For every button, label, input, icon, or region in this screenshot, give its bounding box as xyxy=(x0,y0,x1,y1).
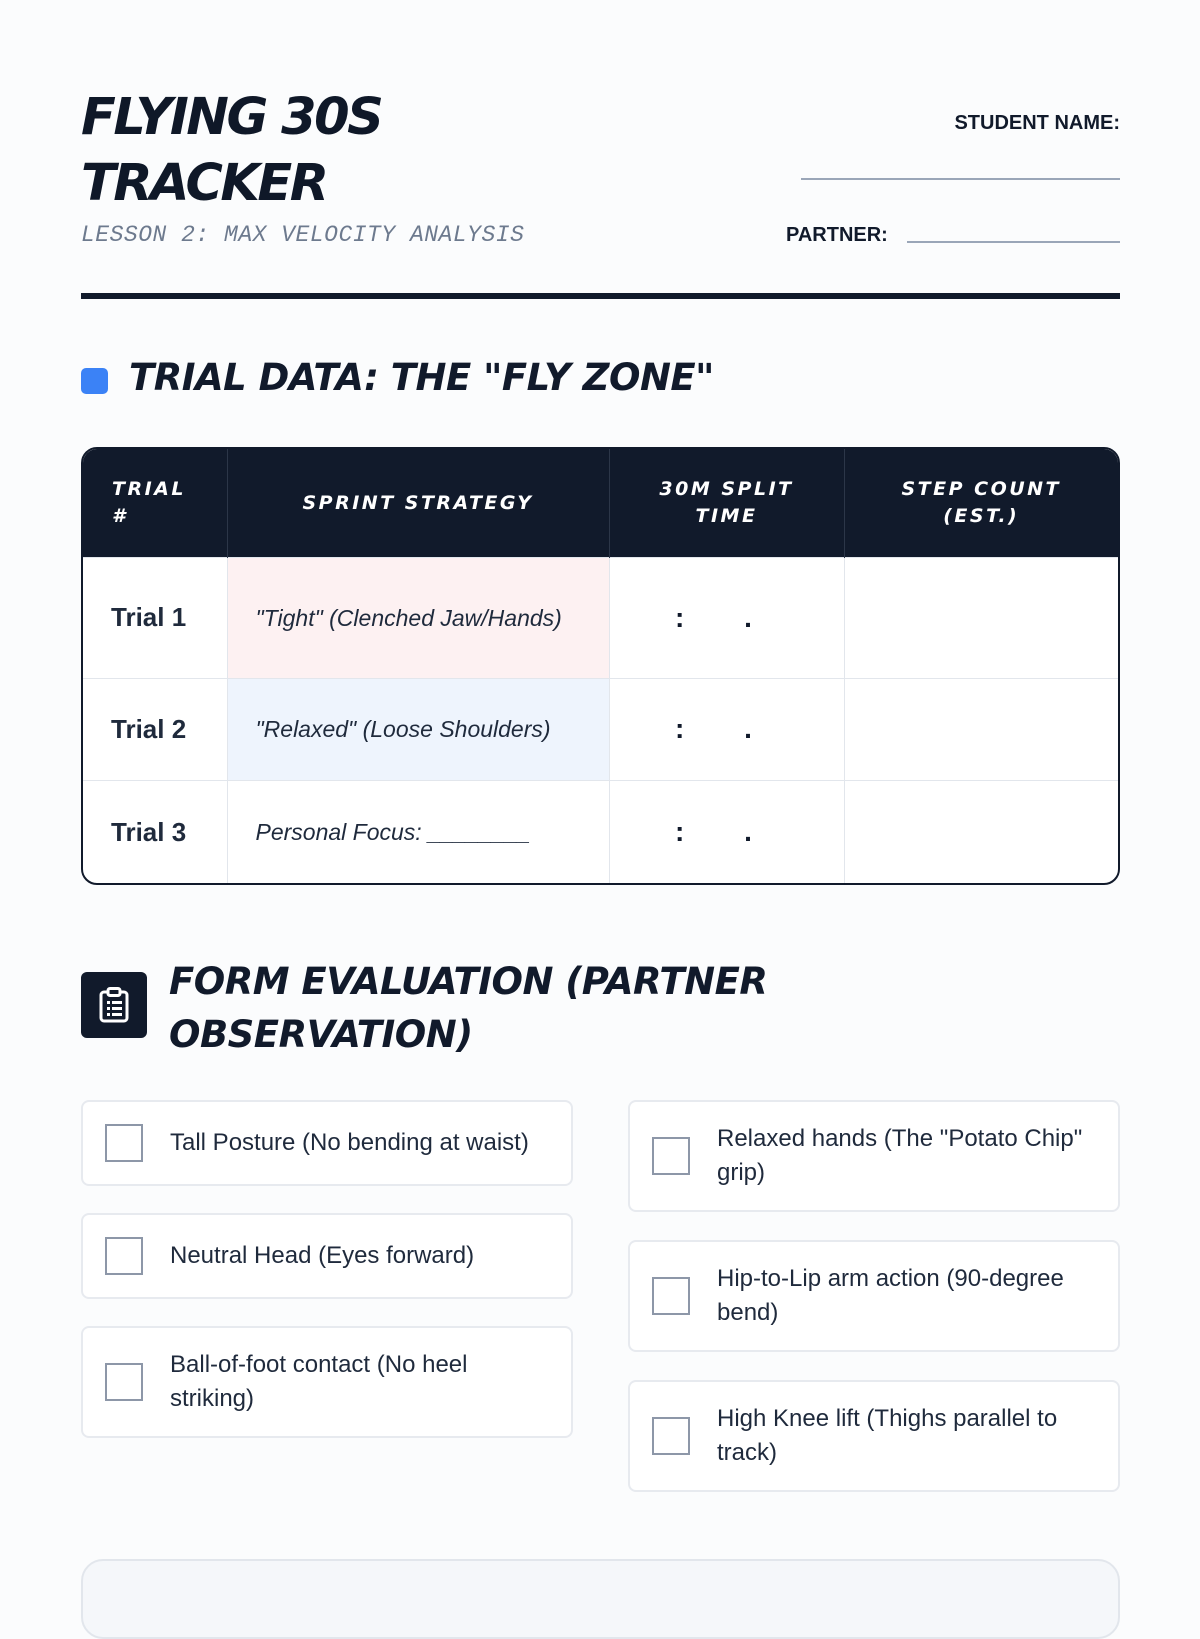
checkbox[interactable] xyxy=(105,1363,143,1401)
checklist-item[interactable] xyxy=(81,1213,573,1299)
checklist-label: Relaxed hands (The "Potato Chip" grip) xyxy=(717,1125,1083,1186)
lesson-subtitle: LESSON 2: MAX VELOCITY ANALYSIS xyxy=(81,222,525,248)
column-header-split-time: 30M SPLIT TIME xyxy=(609,449,844,558)
strategy-cell: "Relaxed" (Loose Shoulders) xyxy=(227,678,609,780)
trial-table xyxy=(81,447,1120,885)
column-header-strategy: SPRINT STRATEGY xyxy=(227,449,609,558)
split-time-input[interactable]: : . xyxy=(609,678,844,780)
trial-label: Trial 2 xyxy=(83,678,227,780)
checklist-item[interactable] xyxy=(628,1100,1120,1212)
checklist-label: High Knee lift (Thighs parallel to track) xyxy=(717,1405,1058,1466)
checklist-item[interactable] xyxy=(628,1240,1120,1352)
partner-field[interactable] xyxy=(907,241,1120,243)
clipboard-icon xyxy=(81,972,147,1038)
checklist-label: Ball-of-foot contact (No heel striking) xyxy=(170,1351,468,1412)
checkbox[interactable] xyxy=(105,1124,143,1162)
trial-label: Trial 3 xyxy=(83,781,227,883)
student-name-label: STUDENT NAME: xyxy=(954,112,1120,134)
title-line-1: FLYING 30S xyxy=(81,88,382,147)
checklist-item[interactable] xyxy=(81,1326,573,1438)
column-header-trial: TRIAL # xyxy=(83,449,227,558)
split-time-input[interactable]: : . xyxy=(609,781,844,883)
trial-label: Trial 1 xyxy=(83,558,227,679)
strategy-cell[interactable]: Personal Focus: ________ xyxy=(227,781,609,883)
column-header-step-count: STEP COUNT (EST.) xyxy=(844,449,1118,558)
partner-label: PARTNER: xyxy=(786,224,888,246)
trial-section-title: TRIAL DATA: THE "FLY ZONE" xyxy=(129,356,714,399)
strategy-cell: "Tight" (Clenched Jaw/Hands) xyxy=(227,558,609,679)
header-divider xyxy=(81,293,1120,299)
checklist-label: Neutral Head (Eyes forward) xyxy=(170,1242,475,1269)
next-section-panel xyxy=(81,1559,1120,1639)
student-name-field[interactable] xyxy=(801,178,1120,180)
section-marker-icon xyxy=(81,368,108,394)
checkbox[interactable] xyxy=(105,1237,143,1275)
checklist-label: Hip-to-Lip arm action (90-degree bend) xyxy=(717,1265,1064,1326)
form-section-title: FORM EVALUATION (PARTNER OBSERVATION) xyxy=(169,960,768,1056)
checkbox[interactable] xyxy=(652,1417,690,1455)
table-header-row xyxy=(83,449,1118,558)
title-line-2: TRACKER xyxy=(81,154,327,213)
table-row xyxy=(83,781,1118,883)
checklist-label: Tall Posture (No bending at waist) xyxy=(170,1129,529,1156)
page-title xyxy=(81,85,521,217)
table-row xyxy=(83,678,1118,780)
checkbox[interactable] xyxy=(652,1277,690,1315)
step-count-input[interactable] xyxy=(844,558,1118,679)
checklist-item[interactable] xyxy=(628,1380,1120,1492)
table-row xyxy=(83,558,1118,679)
step-count-input[interactable] xyxy=(844,678,1118,780)
step-count-input[interactable] xyxy=(844,781,1118,883)
checklist-item[interactable] xyxy=(81,1100,573,1186)
split-time-input[interactable]: : . xyxy=(609,558,844,679)
checkbox[interactable] xyxy=(652,1137,690,1175)
